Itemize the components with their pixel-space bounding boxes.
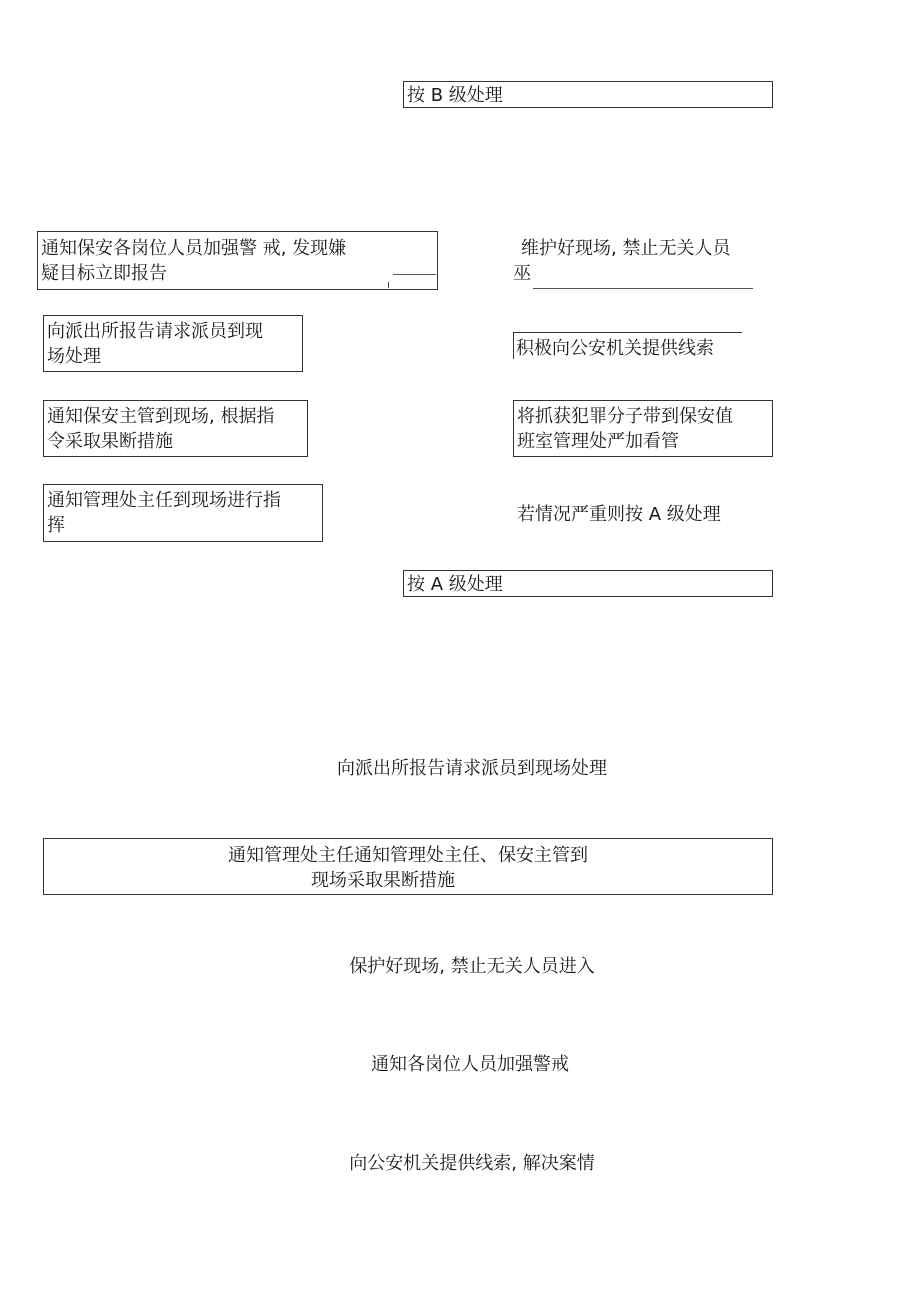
detain-box xyxy=(513,400,773,457)
protect-scene-block xyxy=(513,236,755,286)
protect-scene-line1: 维护好现场, 禁止无关人员 xyxy=(521,238,731,259)
detain-line1: 将抓获犯罪分子带到保安值 xyxy=(517,406,733,427)
report-police-line1: 向派出所报告请求派员到现 xyxy=(47,321,263,342)
notify-guards-line1: 通知保安各岗位人员加强警 戒, 发现嫌 xyxy=(41,238,347,259)
notify-supervisor-box xyxy=(43,400,308,457)
detain-line2: 班室管理处严加看管 xyxy=(517,431,679,452)
notify-posts-step xyxy=(270,1052,670,1077)
notify-posts-step-label: 通知各岗位人员加强警戒 xyxy=(371,1054,569,1075)
provide-clues-step xyxy=(272,1151,672,1176)
provide-clues-label: 积极向公安机关提供线索 xyxy=(516,338,714,359)
report-police-box xyxy=(43,315,303,372)
level-a-report-police xyxy=(272,756,672,781)
protect-scene-underline xyxy=(533,288,753,289)
connector-line xyxy=(393,274,436,275)
level-b-label: 按 B 级处理 xyxy=(407,85,503,106)
notify-guards-box xyxy=(37,231,438,290)
notify-supervisor-line2: 令采取果断措施 xyxy=(47,431,173,452)
notify-guards-line2: 疑目标立即报告 xyxy=(41,263,167,284)
level-b-box xyxy=(403,81,773,108)
level-a-box xyxy=(403,570,773,597)
protect-scene-step xyxy=(272,954,672,979)
protect-scene-line2: 巫 xyxy=(513,263,531,284)
escalate-text xyxy=(517,502,721,527)
notify-director-line1: 通知管理处主任到现场进行指 xyxy=(47,490,281,511)
provide-clues-step-label: 向公安机关提供线索, 解决案情 xyxy=(349,1153,595,1174)
level-a-report-police-label: 向派出所报告请求派员到现场处理 xyxy=(337,758,607,779)
level-a-label: 按 A 级处理 xyxy=(407,574,503,595)
notify-director-box xyxy=(43,484,323,542)
protect-scene-step-label: 保护好现场, 禁止无关人员进入 xyxy=(349,956,595,977)
escalate-label: 若情况严重则按 A 级处理 xyxy=(517,504,721,525)
notify-supervisor-line1: 通知保安主管到现场, 根据指 xyxy=(47,406,275,427)
notify-managers-box xyxy=(43,838,773,895)
provide-clues-block xyxy=(513,332,742,359)
report-police-line2: 场处理 xyxy=(47,346,101,367)
notify-managers-line2: 现场采取果断措施 xyxy=(311,870,455,891)
notify-director-line2: 挥 xyxy=(47,515,65,536)
notify-managers-line1: 通知管理处主任通知管理处主任、保安主管到 xyxy=(228,845,588,866)
connector-tick xyxy=(388,282,389,288)
